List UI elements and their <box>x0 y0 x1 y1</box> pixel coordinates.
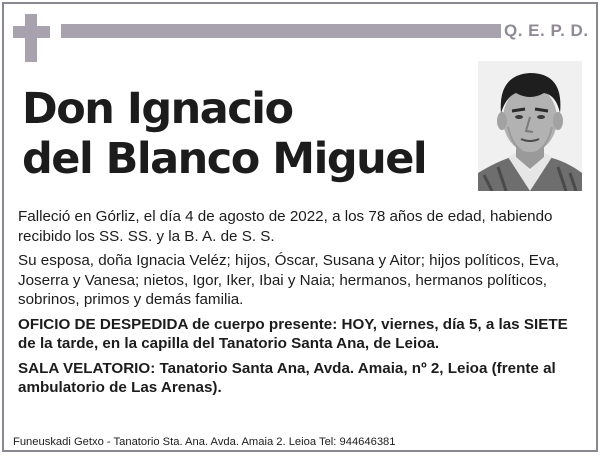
notice-body <box>18 207 588 403</box>
cross-icon-horizontal <box>13 26 50 38</box>
funeral-service-info: OFICIO DE DESPEDIDA de cuerpo presente: HOY, viernes, día 5, a las SIETE de la tarde, en la capilla del Tanatorio Santa Ana, de Leioa. <box>18 315 568 352</box>
header-band <box>61 24 501 38</box>
deceased-name-line1: Don Ignacio <box>22 84 293 134</box>
deceased-name <box>22 84 426 184</box>
family-list: Su esposa, doña Ignacia Veléz; hijos, Óscar, Susana y Aitor; hijos políticos, Eva, Joserra y Vanesa; nietos, Igor, Iker, Ibai y Naia; hermanos, hermanos políticos, sobrinos, primos y demás familia. <box>18 252 560 308</box>
deceased-name-line2: del Blanco Miguel <box>22 134 427 184</box>
qepd-label: Q. E. P. D. <box>504 21 589 40</box>
wake-room-info: SALA VELATORIO: Tanatorio Santa Ana, Avda. Amaia, nº 2, Leioa (frente al ambulatorio de Las Arenas). <box>18 359 556 396</box>
obituary-notice <box>2 2 598 452</box>
portrait-icon <box>478 61 582 191</box>
cross-icon-vertical <box>25 14 37 62</box>
funeral-home-footer: Funeuskadi Getxo - Tanatorio Sta. Ana. Avda. Amaia 2. Leioa Tel: 944646381 <box>13 436 396 448</box>
death-announcement: Falleció en Górliz, el día 4 de agosto de 2022, a los 78 años de edad, habiendo recibido los SS. SS. y la B. A. de S. S. <box>18 208 553 245</box>
portrait-photo <box>478 61 582 191</box>
